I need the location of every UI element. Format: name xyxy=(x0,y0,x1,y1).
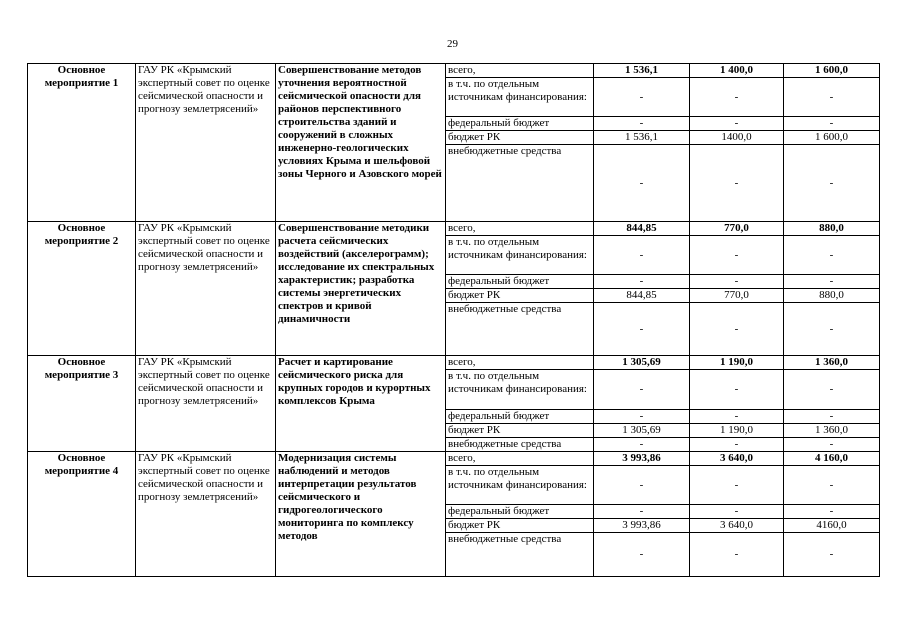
amount-including-y3: - xyxy=(784,466,880,505)
source-label-federal: федеральный бюджет xyxy=(446,275,594,289)
amount-total-y1: 1 305,69 xyxy=(594,356,690,370)
amount-federal-y1: - xyxy=(594,275,690,289)
event-title: Основное мероприятие 4 xyxy=(28,452,136,577)
amount-regional-y3: 1 360,0 xyxy=(784,424,880,438)
source-label-extra: внебюджетные средства xyxy=(446,145,594,222)
amount-regional-y2: 1400,0 xyxy=(690,131,784,145)
amount-total-y3: 880,0 xyxy=(784,222,880,236)
source-label-federal: федеральный бюджет xyxy=(446,117,594,131)
amount-federal-y2: - xyxy=(690,505,784,519)
source-label-federal: федеральный бюджет xyxy=(446,410,594,424)
executor-cell: ГАУ РК «Крымский экспертный совет по оценке сейсмической опасности и прогнозу землетрясений» xyxy=(136,64,276,222)
source-label-regional: бюджет РК xyxy=(446,131,594,145)
amount-total-y3: 4 160,0 xyxy=(784,452,880,466)
source-label-total: всего, xyxy=(446,64,594,78)
amount-including-y2: - xyxy=(690,466,784,505)
table-row xyxy=(28,64,880,78)
amount-federal-y2: - xyxy=(690,275,784,289)
event-name-cell: Модернизация системы наблюдений и методов интерпретации результатов сейсмического и гидрогеологического мониторинга по комплексу методов xyxy=(276,452,446,577)
amount-extra-y2: - xyxy=(690,438,784,452)
event-name-cell: Расчет и картирование сейсмического риска для крупных городов и курортных комплексов Крыма xyxy=(276,356,446,452)
amount-including-y3: - xyxy=(784,78,880,117)
event-title: Основное мероприятие 2 xyxy=(28,222,136,356)
amount-federal-y1: - xyxy=(594,410,690,424)
amount-federal-y1: - xyxy=(594,117,690,131)
amount-regional-y2: 1 190,0 xyxy=(690,424,784,438)
amount-extra-y1: - xyxy=(594,145,690,222)
event-title: Основное мероприятие 3 xyxy=(28,356,136,452)
amount-federal-y2: - xyxy=(690,410,784,424)
amount-total-y3: 1 600,0 xyxy=(784,64,880,78)
amount-total-y1: 3 993,86 xyxy=(594,452,690,466)
amount-federal-y3: - xyxy=(784,410,880,424)
executor-cell: ГАУ РК «Крымский экспертный совет по оценке сейсмической опасности и прогнозу землетрясений» xyxy=(136,356,276,452)
amount-federal-y1: - xyxy=(594,505,690,519)
amount-extra-y2: - xyxy=(690,533,784,577)
amount-total-y1: 844,85 xyxy=(594,222,690,236)
amount-total-y2: 3 640,0 xyxy=(690,452,784,466)
amount-total-y2: 1 400,0 xyxy=(690,64,784,78)
amount-including-y2: - xyxy=(690,236,784,275)
table-row xyxy=(28,222,880,236)
source-label-total: всего, xyxy=(446,222,594,236)
amount-federal-y2: - xyxy=(690,117,784,131)
amount-regional-y1: 844,85 xyxy=(594,289,690,303)
source-label-extra: внебюджетные средства xyxy=(446,533,594,577)
amount-including-y2: - xyxy=(690,370,784,410)
amount-extra-y1: - xyxy=(594,303,690,356)
source-label-including: в т.ч. по отдельным источникам финансирования: xyxy=(446,370,594,410)
source-label-including: в т.ч. по отдельным источникам финансирования: xyxy=(446,466,594,505)
amount-regional-y1: 3 993,86 xyxy=(594,519,690,533)
amount-regional-y3: 4160,0 xyxy=(784,519,880,533)
amount-federal-y3: - xyxy=(784,275,880,289)
event-title: Основное мероприятие 1 xyxy=(28,64,136,222)
amount-extra-y2: - xyxy=(690,145,784,222)
source-label-including: в т.ч. по отдельным источникам финансирования: xyxy=(446,236,594,275)
table-row xyxy=(28,452,880,466)
source-label-total: всего, xyxy=(446,452,594,466)
amount-regional-y1: 1 305,69 xyxy=(594,424,690,438)
amount-total-y2: 1 190,0 xyxy=(690,356,784,370)
amount-extra-y1: - xyxy=(594,533,690,577)
event-name-cell: Совершенствование методики расчета сейсмических воздействий (акселерограмм); исследование их спектральных характеристик; разработка системы энергетических спектров и кривой динамичности xyxy=(276,222,446,356)
amount-regional-y2: 3 640,0 xyxy=(690,519,784,533)
amount-extra-y3: - xyxy=(784,303,880,356)
amount-federal-y3: - xyxy=(784,117,880,131)
source-label-regional: бюджет РК xyxy=(446,519,594,533)
amount-extra-y1: - xyxy=(594,438,690,452)
source-label-regional: бюджет РК xyxy=(446,424,594,438)
amount-extra-y3: - xyxy=(784,438,880,452)
financing-table xyxy=(27,63,880,577)
amount-extra-y3: - xyxy=(784,533,880,577)
amount-regional-y3: 1 600,0 xyxy=(784,131,880,145)
page-number: 29 xyxy=(447,38,458,50)
source-label-federal: федеральный бюджет xyxy=(446,505,594,519)
executor-cell: ГАУ РК «Крымский экспертный совет по оценке сейсмической опасности и прогнозу землетрясений» xyxy=(136,452,276,577)
source-label-including: в т.ч. по отдельным источникам финансирования: xyxy=(446,78,594,117)
amount-extra-y3: - xyxy=(784,145,880,222)
amount-extra-y2: - xyxy=(690,303,784,356)
amount-regional-y1: 1 536,1 xyxy=(594,131,690,145)
amount-total-y1: 1 536,1 xyxy=(594,64,690,78)
source-label-total: всего, xyxy=(446,356,594,370)
amount-including-y3: - xyxy=(784,370,880,410)
executor-cell: ГАУ РК «Крымский экспертный совет по оценке сейсмической опасности и прогнозу землетрясений» xyxy=(136,222,276,356)
amount-including-y1: - xyxy=(594,78,690,117)
amount-total-y2: 770,0 xyxy=(690,222,784,236)
amount-including-y1: - xyxy=(594,236,690,275)
amount-including-y1: - xyxy=(594,466,690,505)
table-row xyxy=(28,356,880,370)
amount-including-y1: - xyxy=(594,370,690,410)
event-name-cell: Совершенствование методов уточнения вероятностной сейсмической опасности для районов перспективного строительства зданий и сооружений в сложных инженерно-геологических условиях Крыма и шельфовой зоны Черного и Азовского морей xyxy=(276,64,446,222)
amount-federal-y3: - xyxy=(784,505,880,519)
source-label-extra: внебюджетные средства xyxy=(446,438,594,452)
amount-including-y3: - xyxy=(784,236,880,275)
amount-including-y2: - xyxy=(690,78,784,117)
amount-regional-y2: 770,0 xyxy=(690,289,784,303)
amount-regional-y3: 880,0 xyxy=(784,289,880,303)
amount-total-y3: 1 360,0 xyxy=(784,356,880,370)
source-label-extra: внебюджетные средства xyxy=(446,303,594,356)
source-label-regional: бюджет РК xyxy=(446,289,594,303)
